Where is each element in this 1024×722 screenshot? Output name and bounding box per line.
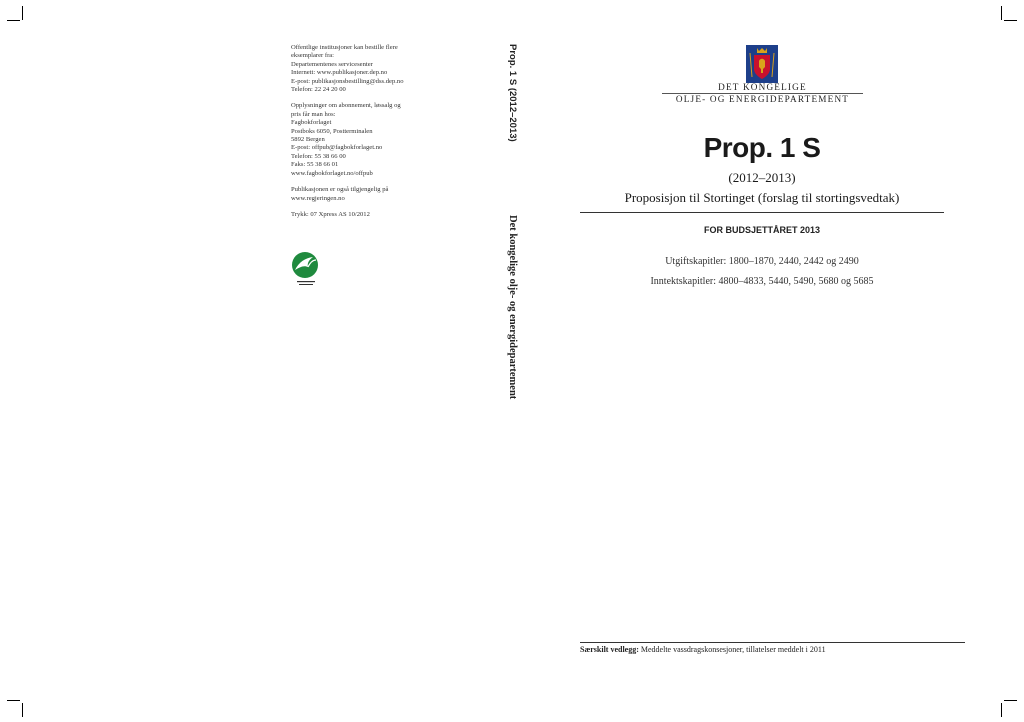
divider xyxy=(580,642,965,643)
colophon-line: E-post: publikasjonsbestilling@dss.dep.no xyxy=(291,77,404,85)
crop-mark xyxy=(7,20,20,21)
colophon-line: www.regjeringen.no xyxy=(291,194,345,202)
online-info xyxy=(291,186,441,203)
colophon-line: Opplysninger om abonnement, løssalg og xyxy=(291,102,401,110)
department-line-2: OLJE- OG ENERGIDEPARTEMENT xyxy=(662,93,863,105)
crop-mark xyxy=(1001,703,1002,717)
document-title: Prop. 1 S xyxy=(703,132,821,163)
crop-mark xyxy=(7,700,20,701)
annex-note xyxy=(580,645,826,654)
colophon-line: Trykk: 07 Xpress AS 10/2012 xyxy=(291,210,370,218)
colophon-line: www.fagbokforlaget.no/offpub xyxy=(291,169,373,177)
document-subtitle: Proposisjon til Stortinget (forslag til stortingsvedtak) xyxy=(624,190,900,205)
order-info xyxy=(291,44,441,94)
print-info xyxy=(291,211,441,219)
colophon-line: Fagbokforlaget xyxy=(291,119,332,127)
colophon-line: pris får man hos: xyxy=(291,110,336,118)
spine-prop: Prop. 1 S (2012–2013) xyxy=(507,44,518,142)
annex-text: Meddelte vassdragskonsesjoner, tillatelser meddelt i 2011 xyxy=(640,645,826,654)
colophon-line: Telefon: 55 38 66 00 xyxy=(291,152,346,160)
colophon-line: Offentlige institusjoner kan bestille flere xyxy=(291,44,398,51)
colophon-line: Publikasjonen er også tilgjengelig på xyxy=(291,186,389,194)
spine xyxy=(503,44,521,424)
divider xyxy=(580,212,944,213)
crop-mark xyxy=(1004,700,1017,701)
department-name xyxy=(640,82,885,104)
crop-mark xyxy=(1004,20,1017,21)
spine-text xyxy=(503,44,521,400)
crop-mark xyxy=(1001,6,1002,20)
document-year: (2012–2013) xyxy=(728,170,796,185)
colophon-line: eksemplarer fra: xyxy=(291,52,335,60)
annex-label: Særskilt vedlegg: xyxy=(580,645,639,654)
colophon-line: Departementenes servicesenter xyxy=(291,60,373,68)
spine-department: Det kongelige olje- og energidepartement xyxy=(507,215,518,400)
crop-mark xyxy=(22,703,23,717)
crop-mark xyxy=(22,6,23,20)
budget-year: FOR BUDSJETTÅRET 2013 xyxy=(703,225,821,235)
colophon-line: Telefon: 22 24 20 00 xyxy=(291,86,346,94)
colophon-line: Faks: 55 38 66 01 xyxy=(291,161,339,169)
expense-chapters: Utgiftskapitler: 1800–1870, 2440, 2442 og 2490 xyxy=(665,256,859,267)
department-line-1: DET KONGELIGE xyxy=(718,82,807,92)
colophon-line: Internett: www.publikasjoner.dep.no xyxy=(291,69,388,77)
swan-ecolabel-icon xyxy=(289,248,323,288)
income-chapters: Inntektskapitler: 4800–4833, 5440, 5490, 5680 og 5685 xyxy=(650,276,874,287)
colophon-line: 5892 Bergen xyxy=(291,136,325,144)
subscription-info xyxy=(291,102,441,178)
royal-crest-icon xyxy=(746,45,778,83)
colophon-line: Postboks 6050, Postterminalen xyxy=(291,127,373,135)
colophon xyxy=(291,44,441,227)
colophon-line: E-post: offpub@fagbokforlaget.no xyxy=(291,144,383,152)
